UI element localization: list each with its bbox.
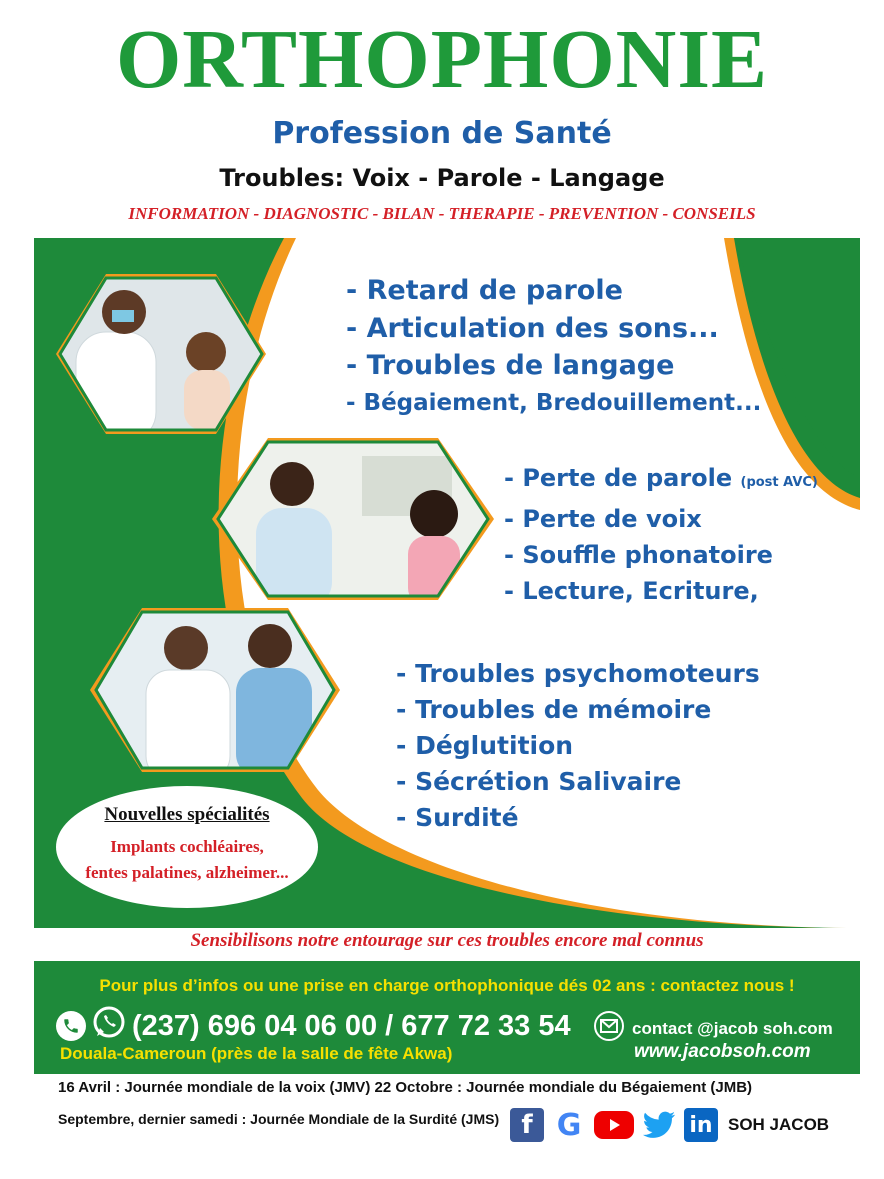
phone-numbers[interactable]: (237) 696 04 06 00 / 677 72 33 54	[132, 1009, 571, 1042]
list-item: - Perte de voix	[504, 505, 702, 533]
poster-title: ORTHOPHONIE	[115, 13, 769, 106]
photo-doctor-child	[56, 272, 266, 436]
troubles-line: Troubles: Voix - Parole - Langage	[219, 164, 665, 192]
list-item: - Souffle phonatoire	[504, 541, 773, 569]
contact-intro: Pour plus d’infos ou une prise en charge orthophonique dés 02 ans : contactez nous !	[99, 976, 795, 995]
world-days-line: Septembre, dernier samedi : Journée Mondiale de la Surdité (JMS)	[58, 1111, 500, 1127]
address: Douala-Cameroun (près de la salle de fête Akwa)	[60, 1044, 453, 1063]
awareness-line: Sensibilisons notre entourage sur ces troubles encore mal connus	[190, 930, 704, 951]
new-specialties-line: Implants cochléaires,	[110, 837, 264, 856]
world-days-line: 16 Avril : Journée mondiale de la voix (JMV) 22 Octobre : Journée mondiale du Bégaiement (JMB)	[58, 1079, 753, 1096]
google-icon[interactable]: G	[552, 1108, 586, 1142]
whatsapp-icon	[92, 1005, 126, 1047]
list-item	[504, 460, 818, 501]
list-item: - Troubles psychomoteurs	[396, 659, 760, 688]
photo-therapist-girl	[212, 436, 494, 602]
new-specialties-heading: Nouvelles spécialités	[104, 804, 270, 825]
phone-icon	[56, 1011, 86, 1041]
website-link[interactable]: www.jacobsoh.com	[634, 1041, 811, 1062]
list-item: - Bégaiement, Bredouillement...	[346, 389, 762, 416]
list-item: - Lecture, Ecriture,	[504, 577, 759, 605]
new-specialties-oval	[56, 786, 318, 908]
list-item: - Surdité	[396, 803, 519, 832]
list-item: - Sécrétion Salivaire	[396, 767, 682, 796]
list-item-text: - Perte de parole	[504, 464, 733, 492]
voice-disorders-list	[504, 460, 818, 609]
phone-row	[56, 1005, 571, 1047]
other-disorders-list	[396, 656, 760, 836]
list-item: - Déglutition	[396, 731, 574, 760]
mail-icon	[594, 1011, 624, 1046]
youtube-icon[interactable]	[594, 1111, 634, 1139]
photo-doctor-patient	[90, 606, 340, 774]
list-item-note: (post AVC)	[740, 475, 818, 490]
twitter-icon[interactable]	[642, 1108, 676, 1142]
social-name: SOH JACOB	[728, 1115, 830, 1134]
services-line: INFORMATION - DIAGNOSTIC - BILAN - THERAPIE - PREVENTION - CONSEILS	[128, 204, 756, 223]
main-panel	[34, 238, 860, 928]
facebook-icon[interactable]: f	[510, 1108, 544, 1142]
speech-disorders-list	[346, 272, 761, 422]
poster-subtitle: Profession de Santé	[272, 116, 612, 151]
new-specialties-line: fentes palatines, alzheimer...	[85, 863, 289, 882]
linkedin-icon[interactable]: in	[684, 1108, 718, 1142]
social-links	[510, 1108, 829, 1142]
email-address[interactable]: contact @jacob soh.com	[632, 1018, 833, 1038]
list-item: - Troubles de mémoire	[396, 695, 712, 724]
contact-band	[34, 961, 860, 1074]
list-item: - Articulation des sons...	[346, 312, 719, 344]
list-item: - Troubles de langage	[346, 350, 675, 381]
list-item: - Retard de parole	[346, 275, 623, 306]
